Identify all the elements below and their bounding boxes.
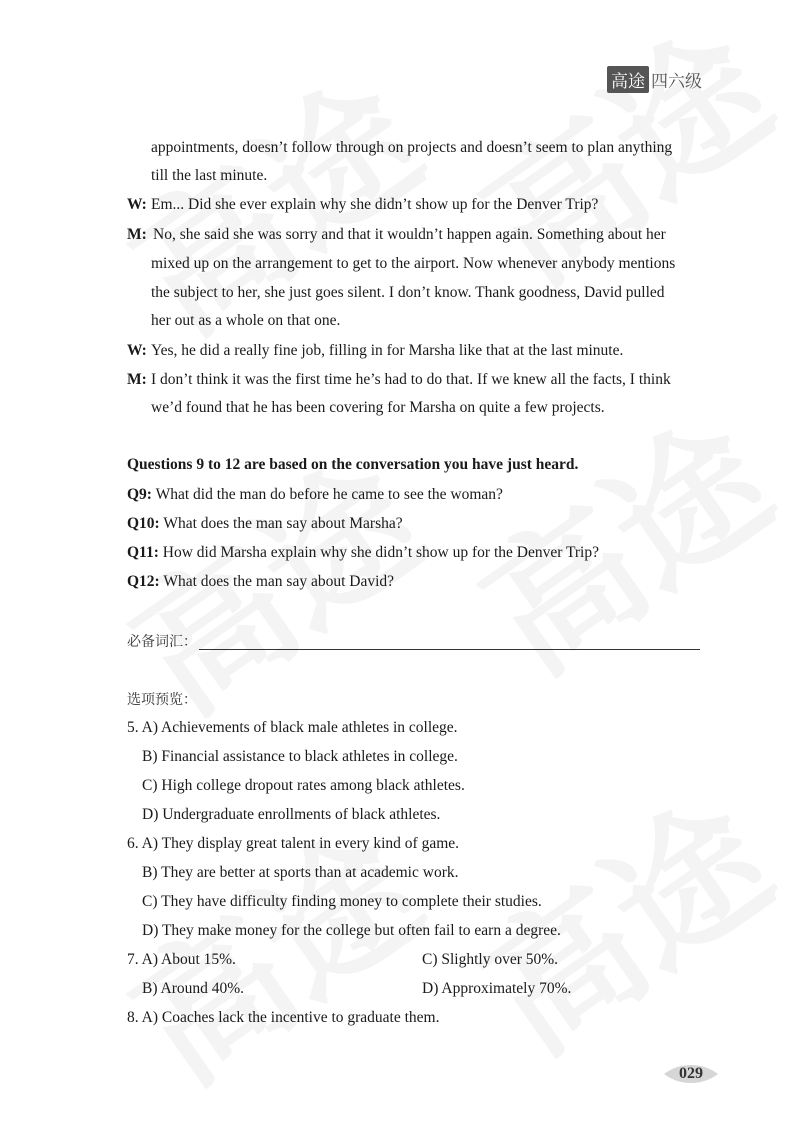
- vocab-label: 必备词汇：: [127, 634, 197, 650]
- option-item: D) Undergraduate enrollments of black athletes.: [142, 806, 441, 823]
- watermark: [85, 773, 455, 1122]
- watermark: [435, 0, 800, 323]
- preview-label: 选项预览：: [127, 692, 197, 708]
- speaker-label: W:: [127, 342, 147, 359]
- option-item: B) Financial assistance to black athletes in college.: [142, 748, 458, 765]
- dialogue-line: Yes, he did a really fine job, filling in for Marsha like that at the last minute.: [151, 342, 624, 359]
- dialogue-line: Em... Did she ever explain why she didn’t show up for the Denver Trip?: [151, 196, 599, 213]
- page-number: 029: [679, 1065, 703, 1082]
- question-item: [127, 486, 503, 504]
- question-text: What does the man say about David?: [163, 573, 395, 590]
- option-item: B) They are better at sports than at academic work.: [142, 864, 459, 881]
- question-number: Q11:: [127, 544, 159, 561]
- questions-heading: Questions 9 to 12 are based on the conversation you have just heard.: [127, 456, 579, 473]
- dialogue-line: appointments, doesn’t follow through on projects and doesn’t seem to plan anything: [151, 139, 673, 156]
- question-number: Q9:: [127, 486, 152, 503]
- option-item: C) Slightly over 50%.: [422, 951, 559, 968]
- option-item: D) Approximately 70%.: [422, 980, 572, 997]
- dialogue-line: mixed up on the arrangement to get to the airport. Now whenever anybody mentions: [151, 255, 676, 272]
- option-item: 6. A) They display great talent in every kind of game.: [127, 835, 460, 852]
- brand-highlight: 高途: [607, 66, 649, 93]
- question-text: What did the man do before he came to see the woman?: [155, 486, 503, 503]
- page-number-badge: [662, 1061, 720, 1087]
- question-item: [127, 544, 599, 562]
- option-item: D) They make money for the college but often fail to earn a degree.: [142, 922, 561, 939]
- dialogue-line: we’d found that he has been covering for Marsha on quite a few projects.: [151, 399, 605, 416]
- option-item: B) Around 40%.: [142, 980, 245, 997]
- dialogue-line: I don’t think it was the first time he’s had to do that. If we knew all the facts, I think: [151, 371, 671, 388]
- watermark: [435, 743, 800, 1092]
- speaker-label: M:: [127, 226, 147, 243]
- option-item: C) They have difficulty finding money to complete their studies.: [142, 893, 542, 910]
- question-text: What does the man say about Marsha?: [163, 515, 403, 532]
- dialogue-line: her out as a whole on that one.: [151, 312, 341, 329]
- dialogue-line: till the last minute.: [151, 167, 268, 184]
- option-item: 5. A) Achievements of black male athletes in college.: [127, 719, 458, 736]
- dialogue-line: the subject to her, she just goes silent. I don’t know. Thank goodness, David pulled: [151, 284, 665, 301]
- question-number: Q10:: [127, 515, 160, 532]
- speaker-label: M:: [127, 371, 147, 388]
- question-item: [127, 573, 394, 591]
- question-item: [127, 515, 403, 533]
- option-item: 8. A) Coaches lack the incentive to graduate them.: [127, 1009, 440, 1026]
- question-text: How did Marsha explain why she didn’t show up for the Denver Trip?: [162, 544, 599, 561]
- option-item: 7. A) About 15%.: [127, 951, 236, 968]
- option-item: C) High college dropout rates among black athletes.: [142, 777, 465, 794]
- question-number: Q12:: [127, 573, 160, 590]
- header-brand: [607, 66, 702, 93]
- vocab-blank[interactable]: [199, 649, 700, 650]
- speaker-label: W:: [127, 196, 147, 213]
- brand-rest: 四六级: [651, 72, 702, 92]
- dialogue-line: No, she said she was sorry and that it wouldn’t happen again. Something about her: [153, 226, 666, 243]
